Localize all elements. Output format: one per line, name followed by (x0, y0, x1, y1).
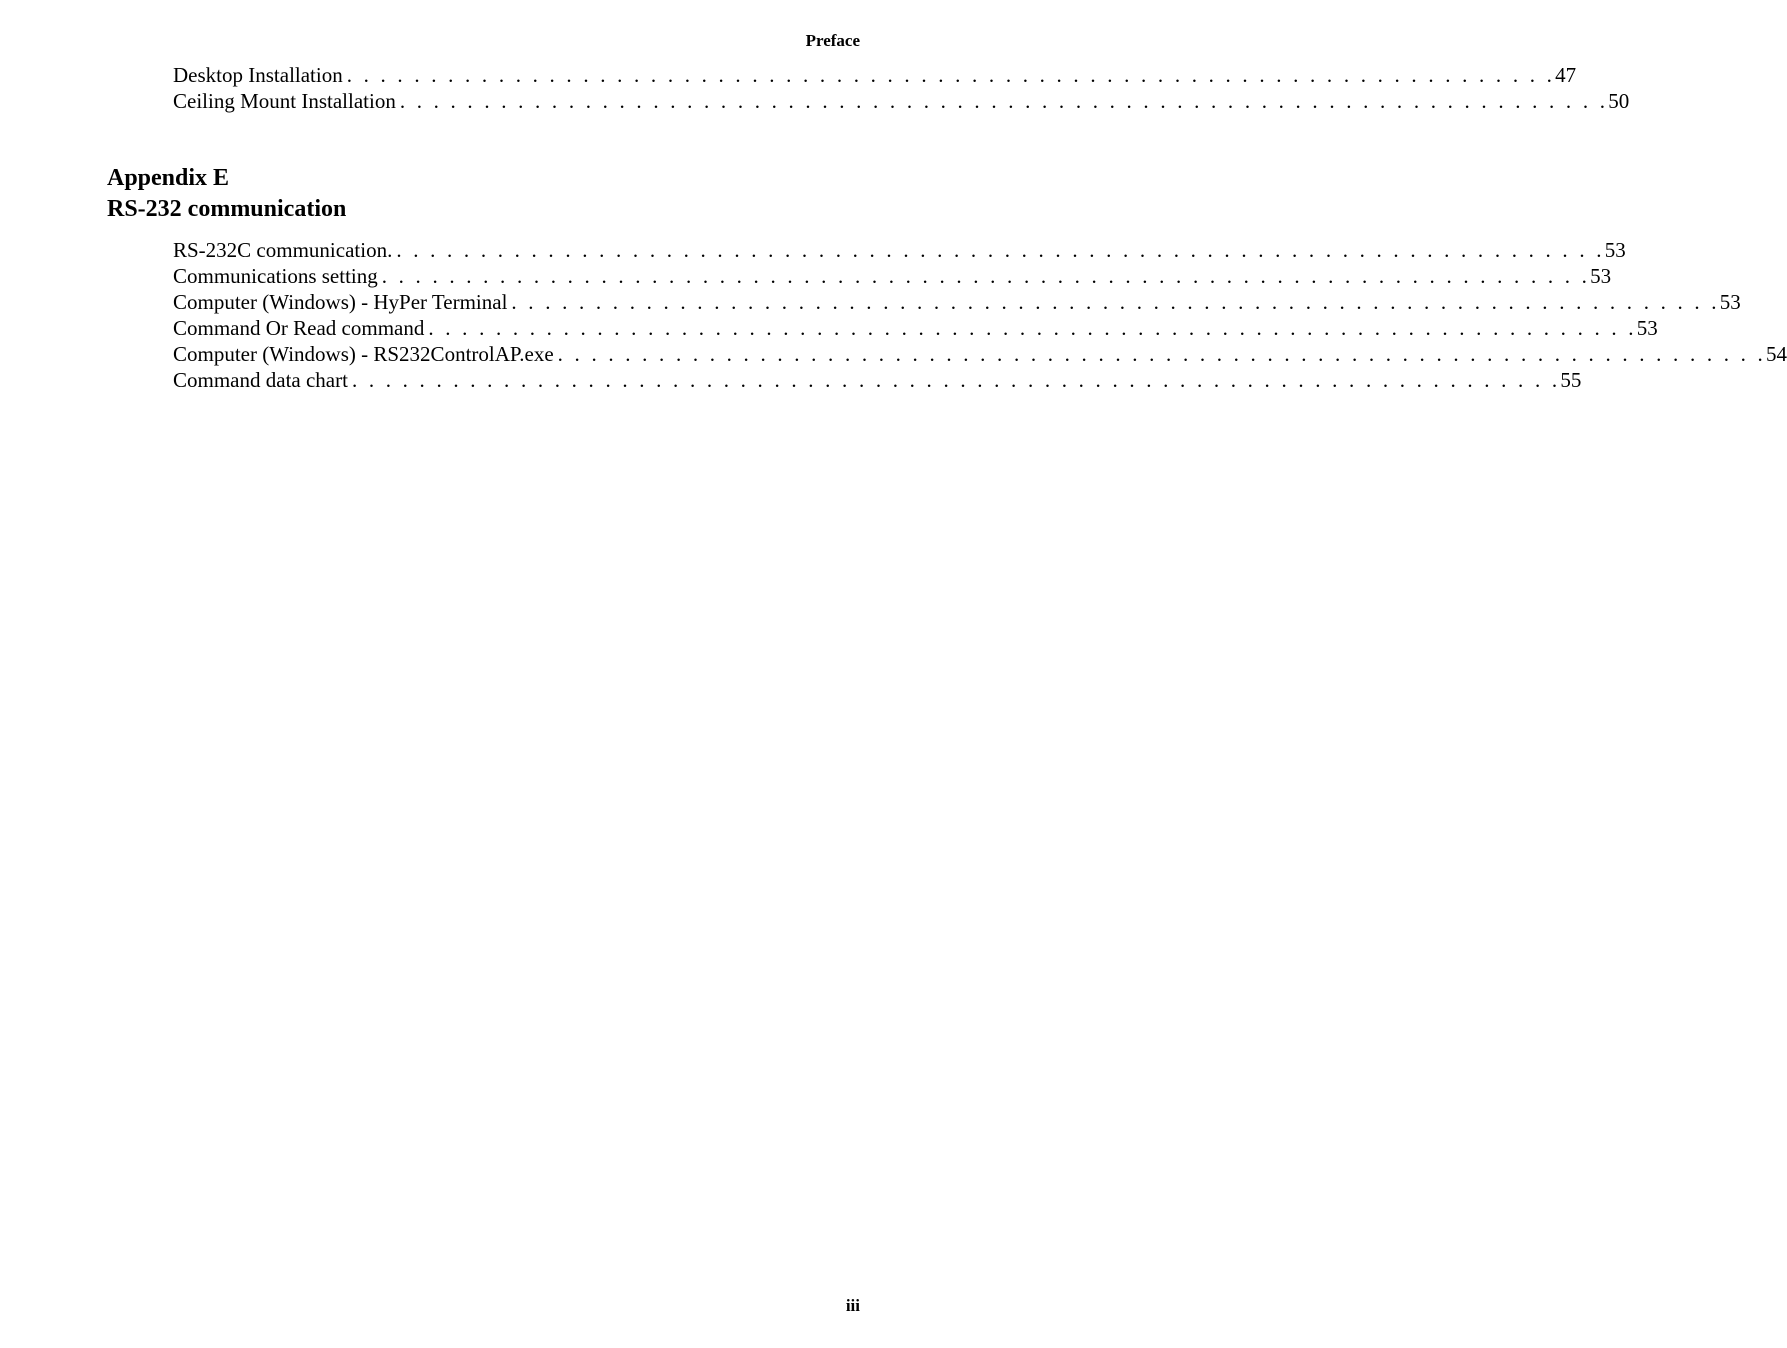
toc-entry-page: 53 (1590, 264, 1612, 288)
toc-entry-title: Computer (Windows) - RS232ControlAP.exe (173, 342, 554, 366)
toc-entry-page: 53 (1604, 238, 1626, 262)
toc-entry[interactable] (173, 237, 1626, 263)
toc-entry[interactable] (173, 88, 1630, 114)
toc-entry[interactable] (173, 289, 1741, 315)
toc-entry[interactable] (173, 341, 1787, 367)
toc-entry-title: Command Or Read command (173, 316, 425, 340)
page-number: iii (845, 1296, 860, 1315)
toc-list-appendix (173, 237, 1787, 393)
toc-entry-title: Desktop Installation (173, 63, 343, 87)
toc-entry[interactable] (173, 367, 1582, 393)
toc-entry-page: 53 (1636, 316, 1658, 340)
toc-entry-title: RS-232C communication. (173, 238, 393, 262)
toc-entry-title: Command data chart (173, 368, 348, 392)
toc-entry-page: 47 (1555, 63, 1577, 87)
toc-entry[interactable] (173, 62, 1577, 88)
toc-dot-leader: . . . . . . . . . . . . . . . . . . . . . . . . . . . . . . . . . . . . . . . . . . . . . . . . . . . . . . . . . . . . . . . . . . . . . . . . (381, 264, 1591, 288)
toc-entry-page: 55 (1560, 368, 1582, 392)
toc-dot-leader: . . . . . . . . . . . . . . . . . . . . . . . . . . . . . . . . . . . . . . . . . . . . . . . . . . . . . . . . . . . . . . . . . . . . . . . . (399, 89, 1609, 113)
toc-entry[interactable] (173, 263, 1612, 289)
toc-dot-leader: . . . . . . . . . . . . . . . . . . . . . . . . . . . . . . . . . . . . . . . . . . . . . . . . . . . . . . . . . . . . . . . . . . . . . . . . (346, 63, 1556, 87)
appendix-title: RS-232 communication (107, 196, 347, 222)
running-header: Preface (805, 31, 860, 50)
toc-entry-title: Computer (Windows) - HyPer Terminal (173, 290, 508, 314)
toc-dot-leader: . . . . . . . . . . . . . . . . . . . . . . . . . . . . . . . . . . . . . . . . . . . . . . . . . . . . . . . . . . . . . . . . . . . . . . . . (396, 238, 1605, 262)
toc-dot-leader: . . . . . . . . . . . . . . . . . . . . . . . . . . . . . . . . . . . . . . . . . . . . . . . . . . . . . . . . . . . . . . . . . . . . . . . . (351, 368, 1561, 392)
appendix-heading (107, 163, 346, 225)
toc-dot-leader: . . . . . . . . . . . . . . . . . . . . . . . . . . . . . . . . . . . . . . . . . . . . . . . . . . . . . . . . . . . . . . . . . . . . . . . . (428, 316, 1637, 340)
toc-dot-leader: . . . . . . . . . . . . . . . . . . . . . . . . . . . . . . . . . . . . . . . . . . . . . . . . . . . . . . . . . . . . . . . . . . . . . . . . (511, 290, 1720, 314)
toc-entry-title: Ceiling Mount Installation (173, 89, 396, 113)
toc-list-top (173, 62, 1630, 114)
toc-entry-page: 54 (1766, 342, 1787, 366)
toc-entry-page: 53 (1719, 290, 1741, 314)
toc-dot-leader: . . . . . . . . . . . . . . . . . . . . . . . . . . . . . . . . . . . . . . . . . . . . . . . . . . . . . . . . . . . . . . . . . . . . . . . . (557, 342, 1766, 366)
appendix-label: Appendix E (107, 165, 230, 191)
toc-entry-title: Communications setting (173, 264, 378, 288)
toc-entry[interactable] (173, 315, 1658, 341)
toc-entry-page: 50 (1608, 89, 1630, 113)
